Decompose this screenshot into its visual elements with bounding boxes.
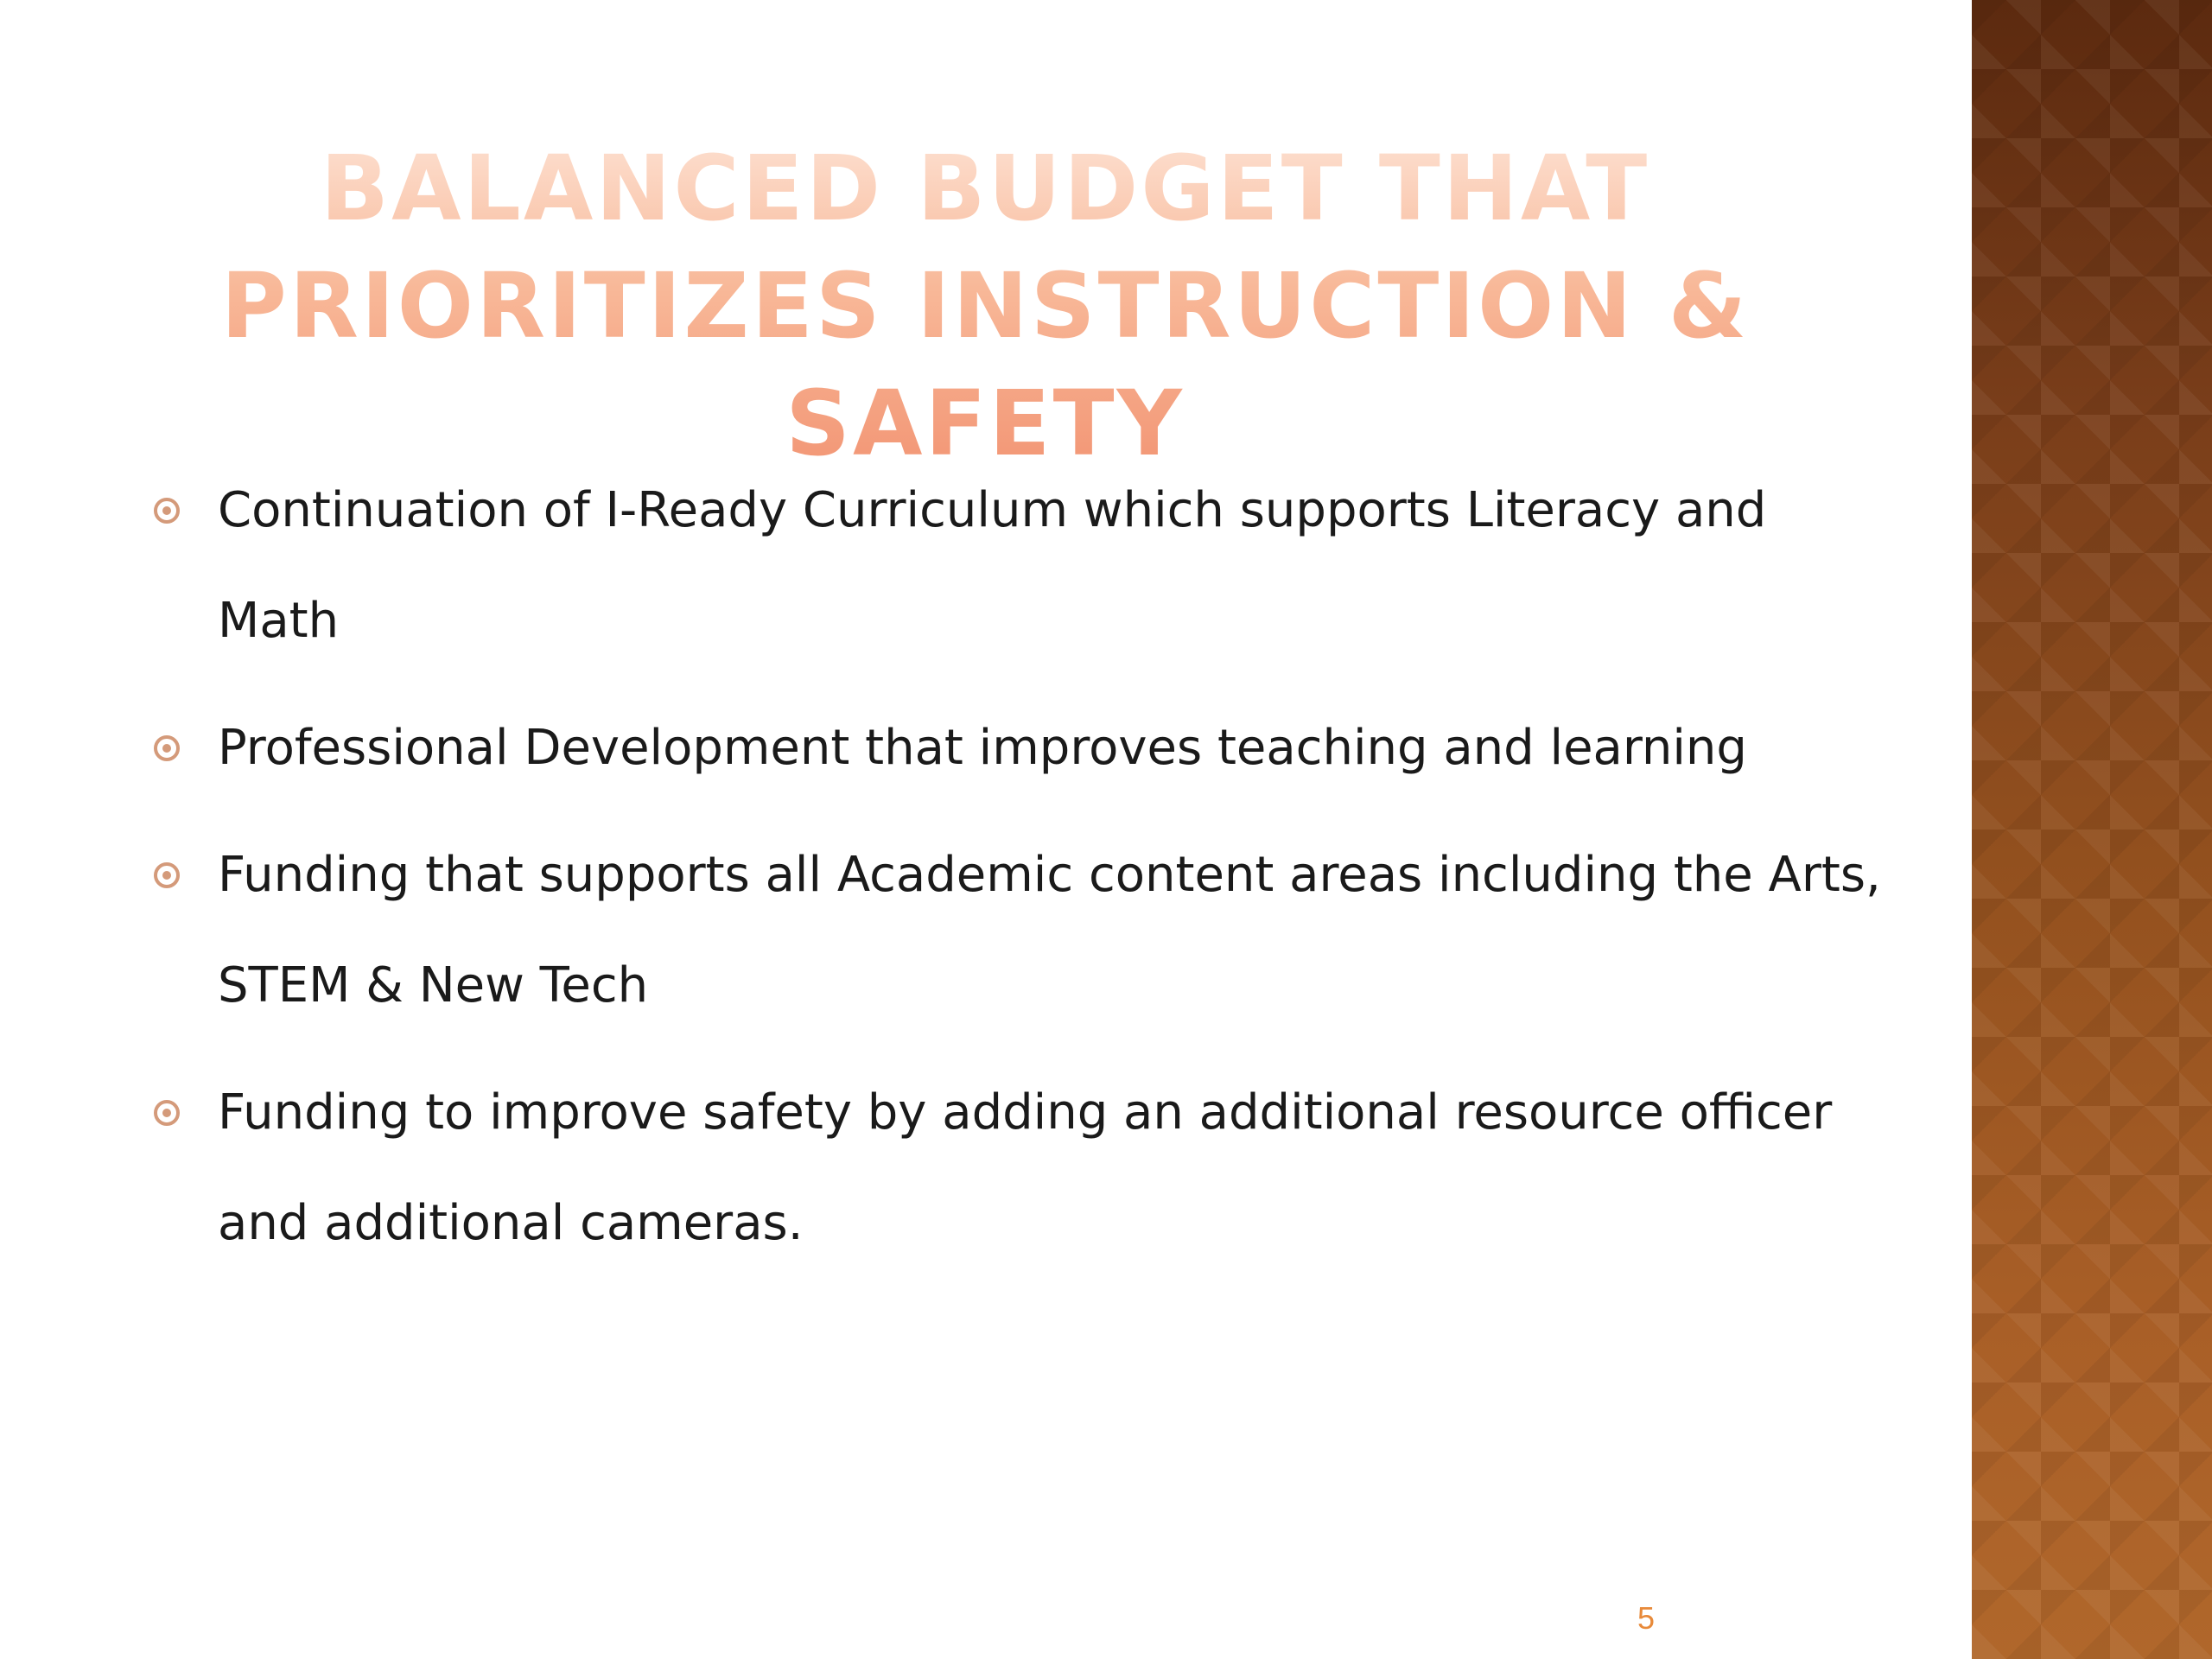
circle-bullet-icon	[154, 498, 180, 524]
bullet-text: Funding that supports all Academic content areas including the Arts, STEM & New Tech	[218, 847, 1881, 1014]
bullet-item	[149, 693, 1894, 804]
bullet-item	[149, 820, 1894, 1041]
circle-bullet-icon	[154, 1100, 180, 1126]
bullet-item	[149, 1058, 1894, 1279]
page-number: 5	[1637, 1600, 1656, 1636]
circle-bullet-icon	[154, 735, 180, 761]
decorative-side-panel	[1972, 0, 2212, 1659]
circle-bullet-icon	[154, 862, 180, 888]
bullet-item	[149, 455, 1894, 677]
bullet-list	[149, 455, 1894, 1295]
bullet-text: Continuation of I-Ready Curriculum which supports Literacy and Math	[218, 482, 1767, 649]
bullet-text: Professional Development that improves teaching and learning	[218, 720, 1747, 776]
bullet-text: Funding to improve safety by adding an additional resource officer and additional cameras.	[218, 1084, 1833, 1251]
slide-title: BALANCED BUDGET THAT PRIORITIZES INSTRUCTION & SAFETY	[86, 130, 1884, 482]
